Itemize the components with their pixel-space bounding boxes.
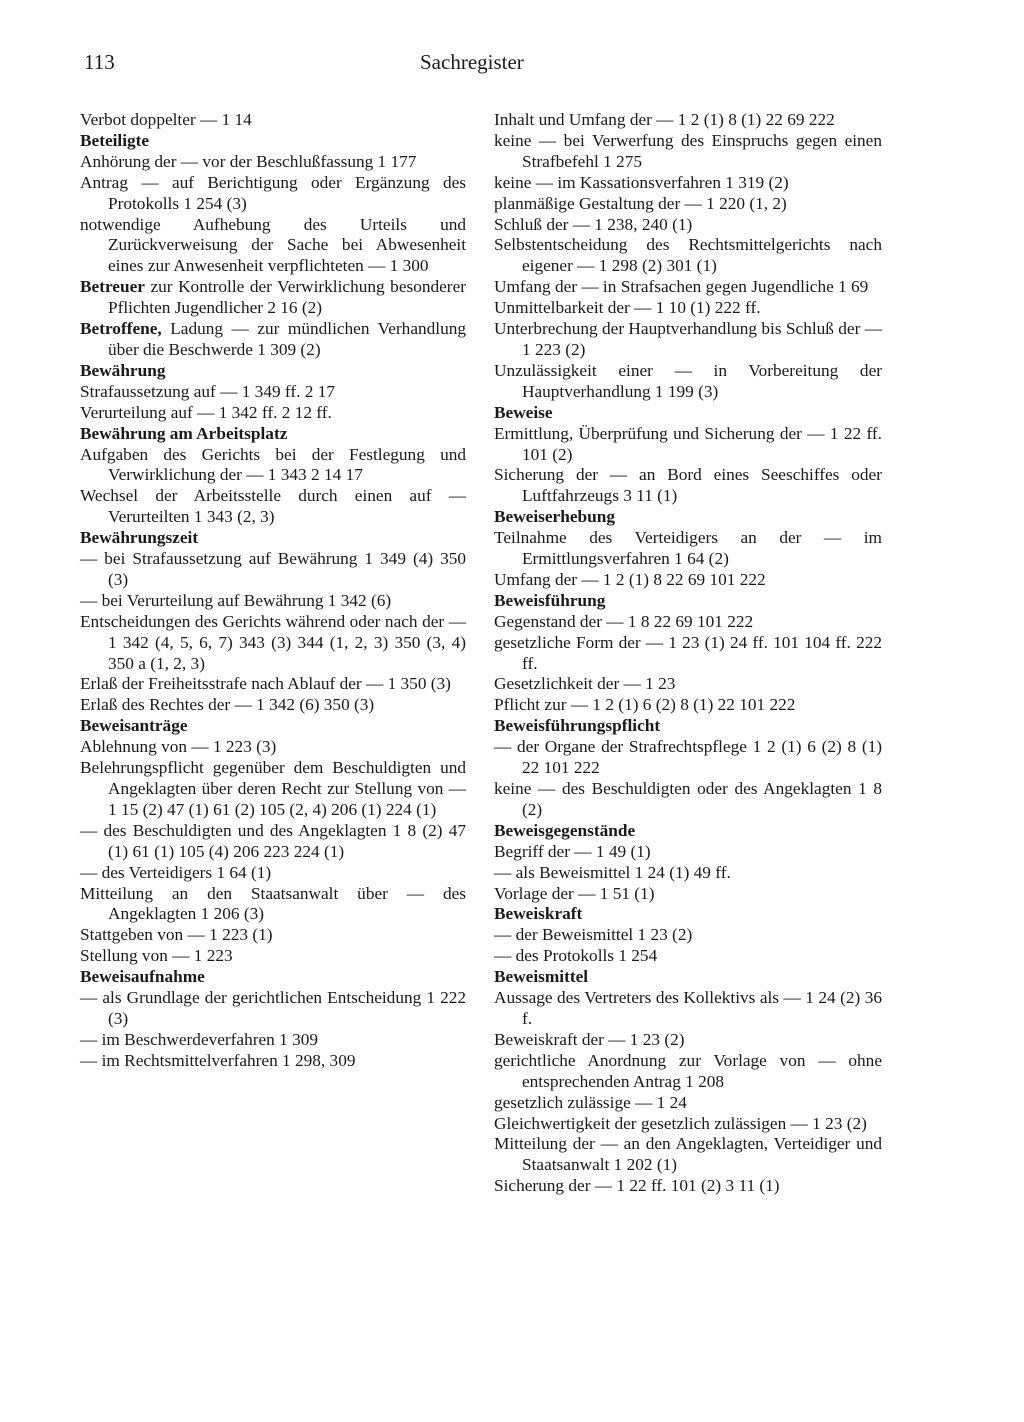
index-entry: Stattgeben von — 1 223 (1) — [80, 925, 273, 945]
index-entry: — der Organe der Strafrechtspflege 1 2 (1) 6 (2) 8 (1) 22 101 222 — [494, 737, 882, 778]
index-entry: Ablehnung von — 1 223 (3) — [80, 737, 277, 757]
index-entry: Mitteilung der — an den Angeklagten, Verteidiger und Staatsanwalt 1 202 (1) — [494, 1134, 882, 1175]
index-entry-text: Ladung — zur mündlichen Verhandlung über die Beschwerde 1 309 (2) — [108, 319, 466, 359]
index-entry: Unzulässigkeit einer — in Vorbereitung der Hauptverhandlung 1 199 (3) — [494, 360, 882, 401]
index-entry: — des Protokolls 1 254 — [494, 946, 658, 966]
running-head: Sachregister — [420, 50, 524, 74]
index-heading: Beweismittel — [494, 967, 589, 987]
index-keyword: Betreuer — [80, 277, 145, 297]
index-heading: Beweiserhebung — [494, 507, 615, 527]
index-entry: Antrag — auf Berichtigung oder Ergänzung des Protokolls 1 254 (3) — [80, 172, 466, 213]
index-entry: Aussage des Vertreters des Kollektivs als — 1 24 (2) 36 f. — [494, 988, 882, 1028]
index-entry: Inhalt und Umfang der — 1 2 (1) 8 (1) 22 69 222 — [494, 110, 835, 129]
index-keyword: Betroffene, — [80, 319, 162, 339]
index-entry: Verurteilung auf — 1 342 ff. 2 12 ff. — [80, 402, 332, 422]
index-entry: Gesetzlichkeit der — 1 23 — [494, 674, 676, 694]
index-entry: Strafaussetzung auf — 1 349 ff. 2 17 — [80, 381, 336, 401]
index-entry: gesetzlich zulässige — 1 24 — [494, 1092, 687, 1112]
index-entry: gesetzliche Form der — 1 23 (1) 24 ff. 101 104 ff. 222 ff. — [494, 632, 882, 673]
index-entry: Beweiskraft der — 1 23 (2) — [494, 1029, 685, 1049]
index-entry-text: zur Kontrolle der Verwirklichung besonderer Pflichten Jugendlicher 2 16 (2) — [108, 277, 466, 318]
index-entry: Aufgaben des Gerichts bei der Festlegung und Verwirklichung der — 1 343 2 14 17 — [80, 444, 466, 485]
index-entry: — als Beweismittel 1 24 (1) 49 ff. — [494, 862, 731, 882]
index-entry: Mitteilung an den Staatsanwalt über — des Angeklagten 1 206 (3) — [80, 883, 466, 924]
index-entry: — bei Strafaussetzung auf Bewährung 1 349 (4) 350 (3) — [80, 549, 466, 589]
index-entry: — als Grundlage der gerichtlichen Entscheidung 1 222 (3) — [80, 988, 466, 1028]
index-entry: — des Verteidigers 1 64 (1) — [80, 862, 272, 882]
index-entry: Unmittelbarkeit der — 1 10 (1) 222 ff. — [494, 298, 761, 318]
index-heading: Beweisführung — [494, 590, 606, 610]
index-heading: Beweisanträge — [80, 716, 188, 736]
index-entry: planmäßige Gestaltung der — 1 220 (1, 2) — [494, 193, 787, 213]
index-entry: Gegenstand der — 1 8 22 69 101 222 — [494, 611, 754, 631]
index-entry: Verbot doppelter — 1 14 — [80, 110, 252, 129]
index-entry: gerichtliche Anordnung zur Vorlage von — ohne entsprechenden Antrag 1 208 — [494, 1050, 882, 1091]
index-entry: Begriff der — 1 49 (1) — [494, 841, 651, 861]
index-entry: Gleichwertigkeit der gesetzlich zulässigen — 1 23 (2) — [494, 1113, 867, 1133]
index-entry: Wechsel der Arbeitsstelle durch einen auf — Verurteilten 1 343 (2, 3) — [80, 486, 466, 527]
index-entry — [80, 277, 466, 319]
index-entry: — im Rechtsmittelverfahren 1 298, 309 — [80, 1050, 356, 1070]
index-heading: Bewährung am Arbeitsplatz — [80, 423, 288, 443]
index-entry: keine — bei Verwerfung des Einspruchs gegen einen Strafbefehl 1 275 — [494, 130, 882, 171]
index-entry: Entscheidungen des Gerichts während oder nach der — 1 342 (4, 5, 6, 7) 343 (3) 344 (1, 2, 3) 350 (3, 4) 350 a (1, 2, 3) — [80, 611, 466, 673]
index-entry: Unterbrechung der Hauptverhandlung bis Schluß der — 1 223 (2) — [494, 319, 882, 359]
index-entry: — des Beschuldigten und des Angeklagten 1 8 (2) 47 (1) 61 (1) 105 (4) 206 223 224 (1) — [80, 820, 466, 861]
index-entry: keine — im Kassationsverfahren 1 319 (2) — [494, 172, 789, 192]
index-entry: keine — des Beschuldigten oder des Angeklagten 1 8 (2) — [494, 779, 882, 819]
index-entry: Schluß der — 1 238, 240 (1) — [494, 214, 693, 234]
index-entry: Belehrungspflicht gegenüber dem Beschuldigten und Angeklagten über deren Recht zur Stellung von — 1 15 (2) 47 (1) 61 (2) 105 (2, 4) 206 (1) 224 (1) — [80, 758, 466, 819]
index-entry: Sicherung der — 1 22 ff. 101 (2) 3 11 (1) — [494, 1176, 780, 1196]
index-heading: Beweisaufnahme — [80, 967, 205, 987]
index-entry: Vorlage der — 1 51 (1) — [494, 883, 655, 903]
index-entry: Umfang der — 1 2 (1) 8 22 69 101 222 — [494, 569, 766, 589]
index-column-right — [494, 110, 882, 1197]
index-heading: Beteiligte — [80, 130, 150, 150]
index-heading: Beweise — [494, 402, 553, 422]
index-entry: Umfang der — in Strafsachen gegen Jugendliche 1 69 — [494, 277, 869, 297]
index-entry: Pflicht zur — 1 2 (1) 6 (2) 8 (1) 22 101 222 — [494, 695, 796, 715]
index-column-left — [80, 110, 466, 1072]
index-entry — [80, 319, 466, 361]
index-heading: Beweiskraft — [494, 904, 583, 924]
index-heading: Bewährungszeit — [80, 528, 199, 548]
index-entry: Erlaß der Freiheitsstrafe nach Ablauf der — 1 350 (3) — [80, 674, 451, 694]
index-entry: — im Beschwerdeverfahren 1 309 — [80, 1029, 319, 1049]
page-number: 113 — [84, 50, 115, 74]
index-entry: Ermittlung, Überprüfung und Sicherung der — 1 22 ff. 101 (2) — [494, 423, 882, 464]
index-entry: Erlaß des Rechtes der — 1 342 (6) 350 (3) — [80, 695, 375, 715]
index-entry: Sicherung der — an Bord eines Seeschiffes oder Luftfahrzeugs 3 11 (1) — [494, 465, 882, 506]
index-entry: notwendige Aufhebung des Urteils und Zurückverweisung der Sache bei Abwesenheit eines zur Anwesenheit verpflichteten — 1 300 — [80, 214, 466, 276]
index-entry: Teilnahme des Verteidigers an der — im Ermittlungsverfahren 1 64 (2) — [494, 528, 882, 569]
index-heading: Beweisführungspflicht — [494, 716, 661, 736]
index-entry: Stellung von — 1 223 — [80, 946, 233, 966]
index-entry: — der Beweismittel 1 23 (2) — [494, 925, 693, 945]
index-entry: Anhörung der — vor der Beschlußfassung 1 177 — [80, 151, 417, 171]
index-heading: Bewährung — [80, 360, 166, 380]
index-entry: Selbstentscheidung des Rechtsmittelgerichts nach eigener — 1 298 (2) 301 (1) — [494, 235, 882, 276]
index-entry: — bei Verurteilung auf Bewährung 1 342 (6) — [80, 590, 392, 610]
index-heading: Beweisgegenstände — [494, 820, 636, 840]
